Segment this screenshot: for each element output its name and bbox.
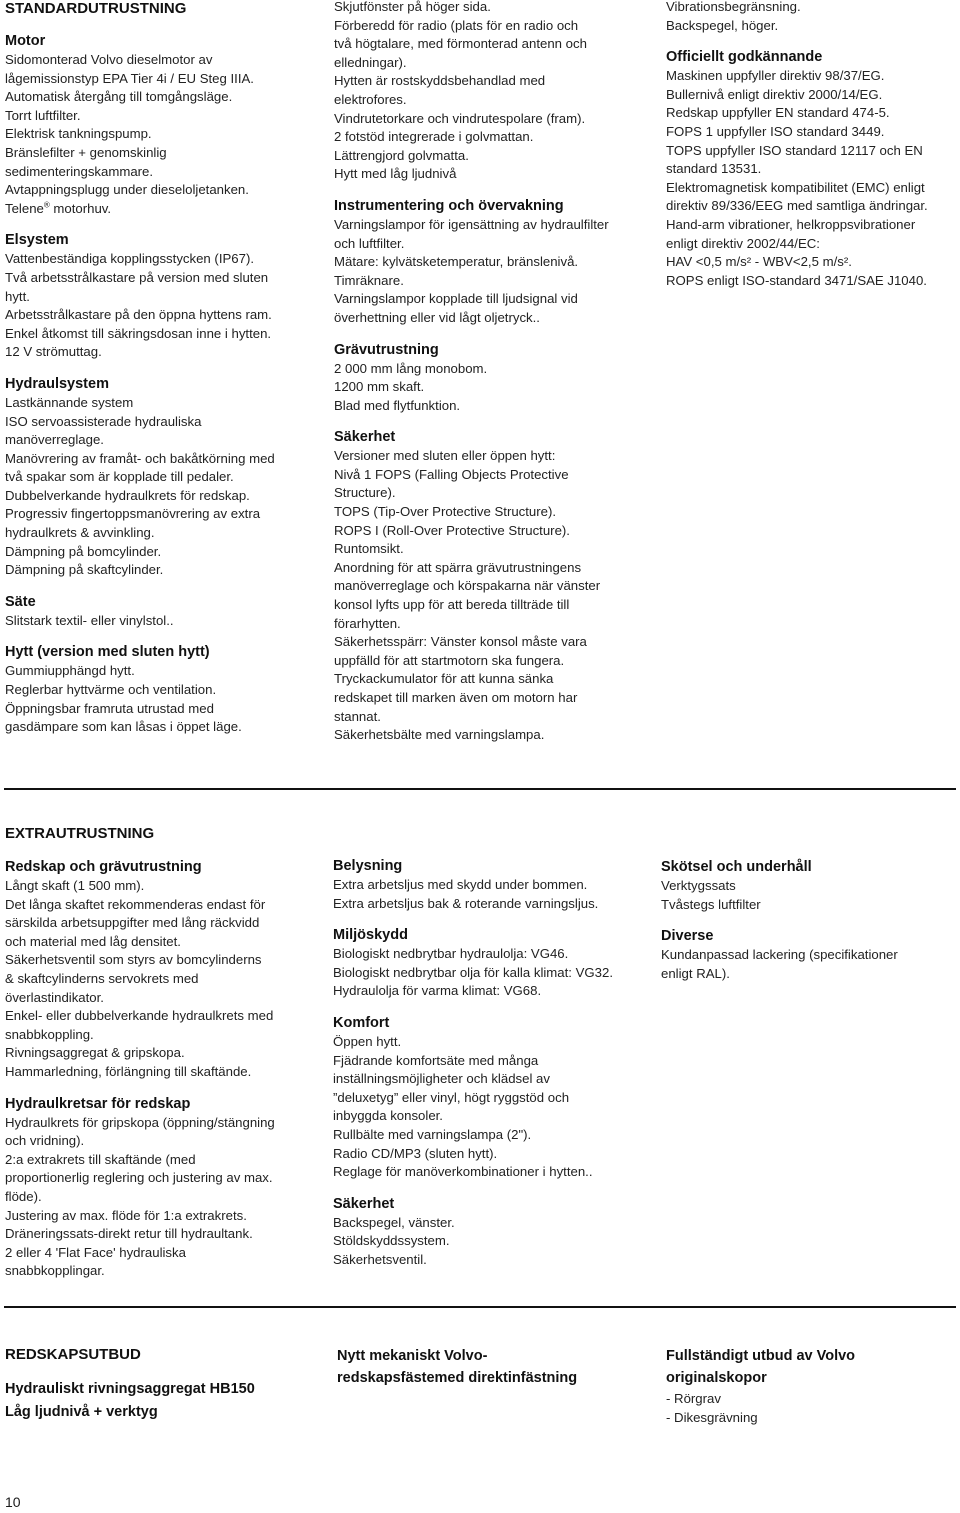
heading-sate: Säte <box>5 593 36 610</box>
tools-line: Hydrauliskt rivningsaggregat HB150 <box>5 1381 255 1397</box>
divider-rule <box>4 788 956 790</box>
text-line: Fjädrande komfortsäte med många <box>333 1052 539 1068</box>
text-line: 2 000 mm lång monobom. <box>334 360 488 376</box>
text-fragment: Telene <box>5 200 44 216</box>
heading-elsystem: Elsystem <box>5 232 69 249</box>
text-line: enligt RAL). <box>661 965 730 981</box>
text-line: Hydraulkrets för gripskopa (öppning/stängning <box>5 1114 275 1130</box>
text-line: Biologiskt nedbrytbar hydraulolja: VG46. <box>333 946 569 962</box>
text-line: Det långa skaftet rekommenderas endast för <box>5 896 266 912</box>
block-hytt-continued <box>334 0 639 184</box>
text-line: Hytten är rostskyddsbehandlad med <box>334 73 546 89</box>
tools-col-3 <box>666 1346 956 1427</box>
block-sate <box>5 593 305 631</box>
text-line: Biologiskt nedbrytbar olja för kalla klimat: VG32. <box>333 964 613 980</box>
text-line: Redskap uppfyller EN standard 474-5. <box>666 105 890 121</box>
text-line: Extra arbetsljus bak & roterande varningsljus. <box>333 895 599 911</box>
text-line: Säkerhetsventil som styrs av bomcylinderns <box>5 952 262 968</box>
text-line: Vibrationsbegränsning. <box>666 0 801 14</box>
block-belysning <box>333 857 643 913</box>
text-line: Elektromagnetisk kompatibilitet (EMC) enligt <box>666 179 925 195</box>
heading-diverse: Diverse <box>661 928 714 945</box>
text-line: två spakar som är kopplade till pedaler. <box>5 469 234 485</box>
text-line: Dubbelverkande hydraulkrets för redskap. <box>5 487 250 503</box>
text-line: förarhytten. <box>334 615 401 631</box>
text-line: inbyggda konsoler. <box>333 1108 443 1124</box>
text-line: ROPS I (Roll-Over Protective Structure). <box>334 522 570 538</box>
section-title-standard: STANDARDUTRUSTNING <box>5 0 187 17</box>
block-hytt <box>5 643 305 736</box>
tools-line: originalskopor <box>666 1370 767 1386</box>
block-elsystem <box>5 231 305 362</box>
heading-redskap: Redskap och grävutrustning <box>5 859 202 875</box>
text-line: och material med låg densitet. <box>5 933 181 949</box>
text-line: 12 V strömuttag. <box>5 344 102 360</box>
heading-komfort: Komfort <box>333 1014 390 1031</box>
extra-col-3 <box>661 858 956 996</box>
text-line: överlastindikator. <box>5 989 104 1005</box>
text-line: Lättrengjord golvmatta. <box>334 147 469 163</box>
block-motor <box>5 32 305 218</box>
extra-col-2 <box>333 857 643 1283</box>
text-line: & skaftcylinderns servokrets med <box>5 970 199 986</box>
heading-skotsel: Skötsel och underhåll <box>661 859 812 875</box>
text-line: ROPS enligt ISO-standard 3471/SAE J1040. <box>666 272 927 288</box>
text-line: Säkerhetsbälte med varningslampa. <box>334 727 545 743</box>
block-sakerhet-extra <box>333 1195 643 1270</box>
text-line: Extra arbetsljus med skydd under bommen. <box>333 877 588 892</box>
block-diverse <box>661 927 956 983</box>
text-line: Slitstark textil- eller vinylstol.. <box>5 612 174 628</box>
text-line: elektrofores. <box>334 91 407 107</box>
text-line-telene <box>5 200 305 219</box>
text-line: Reglage för manöverkombinationer i hytten.. <box>333 1164 593 1180</box>
text-line: Reglerbar hyttvärme och ventilation. <box>5 682 217 698</box>
text-line: Varningslampor för igensättning av hydraulfilter <box>334 216 609 232</box>
heading-sakerhet: Säkerhet <box>334 429 396 446</box>
heading-gravutrustning: Grävutrustning <box>334 341 439 358</box>
text-line: och vridning). <box>5 1133 85 1149</box>
tools-line: Nytt mekaniskt Volvo- <box>337 1348 488 1364</box>
text-line: uppfälld för att startmotorn ska fungera. <box>334 652 565 668</box>
text-line: Hytt med låg ljudnivå <box>334 166 457 182</box>
text-line: 2 fotstöd integrerade i golvmattan. <box>334 129 534 145</box>
section-title-extra: EXTRAUTRUSTNING <box>5 825 155 842</box>
text-line: Enkel åtkomst till säkringsdosan inne i hytten. <box>5 325 272 341</box>
extra-col-1 <box>5 858 305 1294</box>
block-godkannande <box>666 48 956 290</box>
text-line: Nivå 1 FOPS (Falling Objects Protective <box>334 466 569 482</box>
text-line: Mätare: kylvätsketemperatur, bränslenivå. <box>334 254 579 270</box>
tools-col-1 <box>5 1346 315 1424</box>
block-miljoskydd <box>333 926 643 1001</box>
text-line: Anordning för att spärra grävutrustningens <box>334 559 582 575</box>
heading-sakerhet-extra: Säkerhet <box>333 1195 395 1212</box>
text-line: Backspegel, vänster. <box>333 1214 455 1230</box>
text-line: flöde). <box>5 1188 42 1204</box>
heading-hydraulkretsar: Hydraulkretsar för redskap <box>5 1095 191 1112</box>
text-line: 2:a extrakrets till skaftände (med <box>5 1151 196 1167</box>
text-line: Blad med flytfunktion. <box>334 397 461 413</box>
text-line: standard 13531. <box>666 161 762 177</box>
tools-line: Låg ljudnivå + verktyg <box>5 1404 158 1420</box>
text-line: Två arbetsstrålkastare på version med sluten <box>5 269 269 285</box>
text-line: redskapet till marken även om motorn har <box>334 690 578 705</box>
heading-godkannande: Officiellt godkännande <box>666 49 823 66</box>
page-number: 10 <box>5 1494 21 1510</box>
text-line: hytt. <box>5 288 30 304</box>
text-line: gasdämpare som kan låsas i öppet läge. <box>5 719 242 735</box>
text-line: Dämpning på skaftcylinder. <box>5 562 164 578</box>
text-line: Gummiupphängd hytt. <box>5 663 135 679</box>
block-sakerhet <box>334 428 639 745</box>
block-skotsel <box>661 858 956 914</box>
text-line: konsol lyfts upp för att bereda tillträde till <box>334 597 570 613</box>
standard-col-2 <box>334 0 639 758</box>
tools-line: Fullständigt utbud av Volvo <box>666 1348 856 1364</box>
divider-rule <box>4 1306 956 1308</box>
text-line: Skjutfönster på höger sida. <box>334 0 491 14</box>
text-line: snabbkoppling. <box>5 1026 94 1042</box>
heading-hydraulsystem: Hydraulsystem <box>5 375 109 392</box>
text-line: Förberedd för radio (plats för en radio och <box>334 17 579 33</box>
text-line: elledningar). <box>334 54 407 70</box>
block-redskap <box>5 858 305 1082</box>
text-line: Tryckackumulator för att kunna sänka <box>334 671 554 687</box>
list-item: - Rörgrav <box>666 1391 721 1406</box>
text-line: Avtappningsplugg under dieseloljetanken. <box>5 182 249 198</box>
text-line: Sidomonterad Volvo dieselmotor av <box>5 52 213 67</box>
text-line: manöverreglage och körspakarna när vänster <box>334 578 601 594</box>
text-line: Dräneringssats-direkt retur till hydraultank. <box>5 1226 253 1242</box>
text-line: 1200 mm skaft. <box>334 379 425 395</box>
standard-col-3 <box>666 0 956 303</box>
block-komfort <box>333 1014 643 1182</box>
text-line: hydraulkrets & avvinkling. <box>5 525 155 541</box>
registered-mark: ® <box>43 200 50 210</box>
text-line: Tvåstegs luftfilter <box>661 896 761 912</box>
text-line: Torrt luftfilter. <box>5 107 81 123</box>
text-line: direktiv 89/336/EEG med samtliga ändringar. <box>666 198 928 214</box>
text-line: stannat. <box>334 708 381 724</box>
text-line: Structure). <box>334 485 396 501</box>
text-line: manöverreglage. <box>5 432 104 448</box>
text-line: Radio CD/MP3 (sluten hytt). <box>333 1145 498 1161</box>
text-line: Timräknare. <box>334 272 404 288</box>
heading-miljoskydd: Miljöskydd <box>333 927 408 944</box>
text-line: HAV <0,5 m/s² - WBV<2,5 m/s². <box>666 254 852 270</box>
text-line: Hammarledning, förlängning till skaftände. <box>5 1063 252 1079</box>
text-line: Justering av max. flöde för 1:a extrakrets. <box>5 1207 247 1223</box>
text-line: Automatisk återgång till tomgångsläge. <box>5 89 233 105</box>
text-line: Dämpning på bomcylinder. <box>5 543 162 559</box>
text-line: inställningsmöjligheter och klädsel av <box>333 1071 550 1087</box>
tools-col-2 <box>337 1346 647 1390</box>
text-line: Öppen hytt. <box>333 1033 402 1049</box>
text-line: snabbkopplingar. <box>5 1263 105 1279</box>
text-line: Öppningsbar framruta utrustad med <box>5 700 214 716</box>
text-line: Bullernivå enligt direktiv 2000/14/EG. <box>666 86 883 102</box>
text-fragment: motorhuv. <box>49 200 112 216</box>
text-line: ”deluxetyg” eller vinyl, högt ryggstöd och <box>333 1089 570 1105</box>
block-gravutrustning <box>334 341 639 416</box>
tools-line: redskapsfästemed direktinfästning <box>337 1370 578 1386</box>
text-line: Kundanpassad lackering (specifikationer <box>661 947 898 963</box>
block-hydraulkretsar <box>5 1095 305 1281</box>
heading-motor: Motor <box>5 33 46 49</box>
text-line: Versioner med sluten eller öppen hytt: <box>334 448 556 464</box>
text-line: 2 eller 4 'Flat Face' hydrauliska <box>5 1244 186 1260</box>
text-line: TOPS (Tip-Over Protective Structure). <box>334 504 557 520</box>
text-line: Progressiv fingertoppsmanövrering av extra <box>5 506 261 522</box>
list-item: - Dikesgrävning <box>666 1409 758 1425</box>
text-line: FOPS 1 uppfyller ISO standard 3449. <box>666 123 885 139</box>
text-line: sedimenteringskammare. <box>5 163 154 179</box>
text-line: Maskinen uppfyller direktiv 98/37/EG. <box>666 68 885 84</box>
text-line: och luftfilter. <box>334 235 405 251</box>
text-line: Vindrutetorkare och vindrutespolare (fram). <box>334 110 586 126</box>
section-title-tools: REDSKAPSUTBUD <box>5 1346 141 1363</box>
text-line: Enkel- eller dubbelverkande hydraulkrets med <box>5 1008 274 1024</box>
block-instrumentering <box>334 197 639 328</box>
text-line: Rivningsaggregat & gripskopa. <box>5 1045 185 1061</box>
text-line: Vattenbeständiga kopplingsstycken (IP67). <box>5 251 255 267</box>
text-line: proportionerlig reglering och justering av max. <box>5 1170 273 1186</box>
standard-col-1 <box>5 0 305 750</box>
text-line: Säkerhetsspärr: Vänster konsol måste vara <box>334 634 587 650</box>
text-line: Verktygssats <box>661 878 736 893</box>
text-line: Lastkännande system <box>5 394 134 410</box>
text-line: två högtalare, med förmonterad antenn och <box>334 36 587 52</box>
heading-instrumentering: Instrumentering och övervakning <box>334 197 564 214</box>
text-line: särskilda arbetsuppgifter med lång räckvidd <box>5 915 260 931</box>
text-line: Varningslampor kopplade till ljudsignal vid <box>334 291 578 307</box>
text-line: Runtomsikt. <box>334 541 404 557</box>
block-hydraulsystem <box>5 375 305 580</box>
text-line: ISO servoassisterade hydrauliska <box>5 413 202 429</box>
heading-hytt: Hytt (version med sluten hytt) <box>5 644 210 661</box>
text-line: Stöldskyddssystem. <box>333 1233 450 1249</box>
text-line: Bränslefilter + genomskinlig <box>5 144 167 160</box>
text-line: Manövrering av framåt- och bakåtkörning med <box>5 450 275 466</box>
text-line: lågemissionstyp EPA Tier 4i / EU Steg IIIA. <box>5 70 254 86</box>
text-line: Långt skaft (1 500 mm). <box>5 878 145 893</box>
text-line: enligt direktiv 2002/44/EC: <box>666 235 820 251</box>
text-line: Elektrisk tankningspump. <box>5 126 152 142</box>
text-line: Hand-arm vibrationer, helkroppsvibrationer <box>666 216 916 232</box>
block-vibration <box>666 0 956 35</box>
text-line: Hydraulolja för varma klimat: VG68. <box>333 983 542 999</box>
text-line: Arbetsstrålkastare på den öppna hyttens ram. <box>5 307 272 323</box>
text-line: Rullbälte med varningslampa (2"). <box>333 1126 532 1142</box>
heading-belysning: Belysning <box>333 858 403 874</box>
text-line: TOPS uppfyller ISO standard 12117 och EN <box>666 142 923 158</box>
text-line: Backspegel, höger. <box>666 17 779 33</box>
text-line: Säkerhetsventil. <box>333 1251 427 1267</box>
text-line: överhettning eller vid lågt oljetryck.. <box>334 309 540 325</box>
